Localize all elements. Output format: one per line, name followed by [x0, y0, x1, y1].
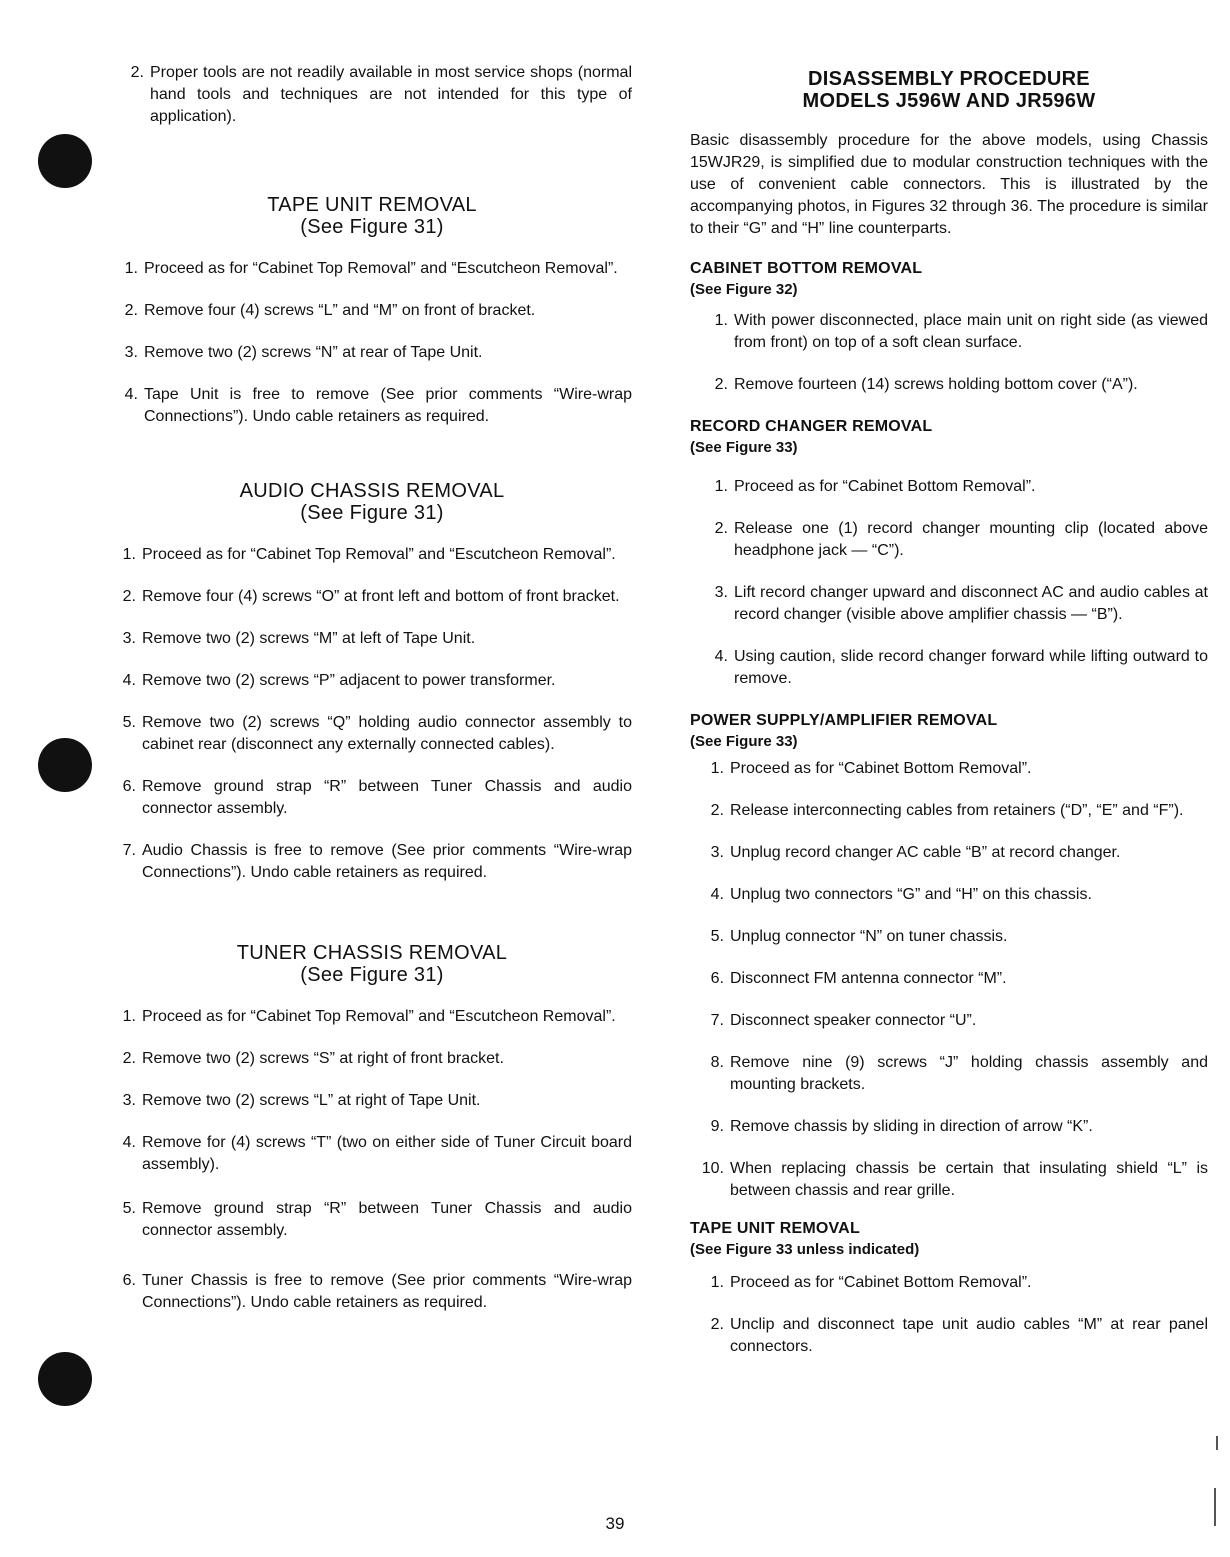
step-text: Remove ground strap “R” between Tuner Chassis and audio connector assembly.	[142, 778, 632, 817]
page-title	[690, 68, 1208, 112]
step-text: Lift record changer upward and disconnect AC and audio cables at record changer (visible above amplifier chassis — “B”).	[734, 584, 1208, 623]
step-number: 4.	[124, 386, 138, 403]
step-number: 4.	[714, 648, 728, 665]
cabinet-steps	[704, 310, 1208, 396]
list-item	[690, 1010, 1208, 1032]
step-text: Remove four (4) screws “O” at front left and bottom of front bracket.	[142, 588, 620, 605]
page-title-line1: DISASSEMBLY PROCEDURE	[808, 68, 1090, 90]
tape-unit-section	[690, 1218, 1208, 1358]
step-number: 1.	[710, 1274, 724, 1291]
list-item	[704, 582, 1208, 626]
punch-hole-top	[38, 134, 92, 188]
step-text: Remove two (2) screws “M” at left of Tape Unit.	[142, 630, 476, 647]
step-number: 1.	[122, 546, 136, 563]
step-number: 5.	[122, 714, 136, 731]
step-text: Unplug two connectors “G” and “H” on this chassis.	[730, 886, 1092, 903]
step-number: 1.	[714, 478, 728, 495]
list-item	[114, 384, 632, 428]
list-item	[114, 300, 632, 322]
section-title: POWER SUPPLY/AMPLIFIER REMOVAL	[690, 712, 998, 729]
step-text: Remove four (4) screws “L” and “M” on front of bracket.	[144, 302, 536, 319]
step-text: Proceed as for “Cabinet Top Removal” and “Escutcheon Removal”.	[142, 1008, 616, 1025]
left-column	[112, 62, 632, 1314]
list-item	[112, 628, 632, 650]
tuner-steps	[112, 1006, 632, 1314]
list-item	[690, 1052, 1208, 1096]
list-item	[112, 1132, 632, 1176]
step-text: Remove two (2) screws “S” at right of front bracket.	[142, 1050, 504, 1067]
step-number: 1.	[714, 312, 728, 329]
punch-hole-bottom	[38, 1352, 92, 1406]
step-number: 6.	[122, 1272, 136, 1289]
cabinet-section	[690, 258, 1208, 396]
list-item	[690, 926, 1208, 948]
list-item	[704, 518, 1208, 562]
see-figure: (See Figure 33)	[690, 733, 798, 750]
intro-paragraph: Basic disassembly procedure for the above models, using Chassis 15WJR29, is simplified due to modular construction techniques with the use of convenient cable connectors. This is illustrated by the accompanying photos, in Figures 32 through 36. The procedure is similar to their “G” and “H” line counterparts.	[690, 132, 1208, 237]
step-number: 1.	[122, 1008, 136, 1025]
see-figure: (See Figure 31)	[300, 502, 444, 524]
power-section	[690, 710, 1208, 1202]
step-number: 3.	[122, 630, 136, 647]
section-title	[112, 480, 632, 524]
step-number: 6.	[710, 970, 724, 987]
step-text: Audio Chassis is free to remove (See prior comments “Wire-wrap Connections”). Undo cable retainers as required.	[142, 842, 632, 881]
step-number: 7.	[710, 1012, 724, 1029]
list-item	[704, 310, 1208, 354]
step-text: Remove two (2) screws “N” at rear of Tape Unit.	[144, 344, 483, 361]
step-number: 5.	[122, 1200, 136, 1217]
step-text: Remove two (2) screws “L” at right of Tape Unit.	[142, 1092, 481, 1109]
step-number: 4.	[122, 672, 136, 689]
step-number: 2.	[710, 1316, 724, 1333]
step-text: Proceed as for “Cabinet Bottom Removal”.	[730, 760, 1032, 777]
list-item	[114, 258, 632, 280]
list-item	[690, 968, 1208, 990]
step-text: Remove chassis by sliding in direction of arrow “K”.	[730, 1118, 1093, 1135]
changer-section	[690, 416, 1208, 690]
step-text: Unplug connector “N” on tuner chassis.	[730, 928, 1008, 945]
changer-steps	[704, 476, 1208, 690]
list-item	[112, 712, 632, 756]
step-number: 3.	[714, 584, 728, 601]
see-figure: (See Figure 33 unless indicated)	[690, 1241, 920, 1258]
see-figure: (See Figure 32)	[690, 281, 798, 298]
list-item	[700, 1314, 1208, 1358]
step-number: 5.	[710, 928, 724, 945]
intro-steps	[120, 62, 632, 128]
list-item	[690, 800, 1208, 822]
step-number: 2.	[714, 520, 728, 537]
section-title	[112, 194, 632, 238]
power-steps	[690, 758, 1208, 1202]
tuner-section	[112, 942, 632, 1314]
step-number: 2.	[122, 1050, 136, 1067]
page-title-line2: MODELS J596W AND JR596W	[802, 90, 1096, 112]
step-text: Disconnect speaker connector “U”.	[730, 1012, 977, 1029]
step-text: Remove two (2) screws “Q” holding audio connector assembly to cabinet rear (disconnect any externally connected cables).	[142, 714, 632, 753]
step-number: 2.	[124, 302, 138, 319]
section-title: RECORD CHANGER REMOVAL	[690, 418, 933, 435]
step-number: 3.	[124, 344, 138, 361]
list-item	[112, 840, 632, 884]
list-item	[704, 476, 1208, 498]
list-item	[690, 884, 1208, 906]
right-column	[690, 68, 1208, 1358]
step-text: Remove nine (9) screws “J” holding chassis assembly and mounting brackets.	[730, 1054, 1208, 1093]
tape-steps	[114, 258, 632, 428]
step-number: 6.	[122, 778, 136, 795]
step-number: 3.	[122, 1092, 136, 1109]
see-figure: (See Figure 33)	[690, 439, 798, 456]
step-text: Proceed as for “Cabinet Bottom Removal”.	[734, 478, 1036, 495]
section-title-text: AUDIO CHASSIS REMOVAL	[239, 480, 505, 502]
step-number: 1.	[124, 260, 138, 277]
step-text: Tape Unit is free to remove (See prior comments “Wire-wrap Connections”). Undo cable retainers as required.	[144, 386, 632, 425]
list-item	[690, 1158, 1208, 1202]
list-item	[112, 776, 632, 820]
step-text: Remove ground strap “R” between Tuner Chassis and audio connector assembly.	[142, 1200, 632, 1239]
audio-steps	[112, 544, 632, 884]
list-item	[114, 342, 632, 364]
section-title-text: TUNER CHASSIS REMOVAL	[236, 942, 508, 964]
list-item	[700, 1272, 1208, 1294]
section-title-text: TAPE UNIT REMOVAL	[267, 194, 477, 216]
step-number: 4.	[710, 886, 724, 903]
step-text: Remove two (2) screws “P” adjacent to power transformer.	[142, 672, 556, 689]
step-text: With power disconnected, place main unit on right side (as viewed from front) on top of a soft clean surface.	[734, 312, 1208, 351]
see-figure: (See Figure 31)	[300, 964, 444, 986]
scan-mark	[1216, 1436, 1218, 1450]
list-item	[112, 670, 632, 692]
section-title: TAPE UNIT REMOVAL	[690, 1220, 860, 1237]
list-item	[112, 1006, 632, 1028]
step-text: Using caution, slide record changer forward while lifting outward to remove.	[734, 648, 1208, 687]
list-item	[112, 1048, 632, 1070]
step-text: Release interconnecting cables from retainers (“D”, “E” and “F”).	[730, 802, 1184, 819]
step-number: 2.	[714, 376, 728, 393]
list-item	[704, 646, 1208, 690]
step-number: 2.	[710, 802, 724, 819]
page-number: 39	[605, 1514, 625, 1533]
step-text: Proceed as for “Cabinet Bottom Removal”.	[730, 1274, 1032, 1291]
step-number: 2.	[130, 64, 144, 81]
step-number: 10.	[701, 1160, 724, 1177]
step-text: Unplug record changer AC cable “B” at record changer.	[730, 844, 1121, 861]
tape-section	[112, 194, 632, 428]
list-item	[112, 544, 632, 566]
list-item	[112, 1198, 632, 1242]
step-text: Proceed as for “Cabinet Top Removal” and “Escutcheon Removal”.	[144, 260, 618, 277]
section-title	[112, 942, 632, 986]
section-title: CABINET BOTTOM REMOVAL	[690, 260, 923, 277]
list-item	[690, 1116, 1208, 1138]
list-item	[690, 758, 1208, 780]
list-item	[112, 1090, 632, 1112]
see-figure: (See Figure 31)	[300, 216, 444, 238]
step-text: Disconnect FM antenna connector “M”.	[730, 970, 1007, 987]
step-text: Proper tools are not readily available in most service shops (normal hand tools and techniques are not intended for this type of application).	[150, 64, 632, 125]
step-text: Tuner Chassis is free to remove (See prior comments “Wire-wrap Connections”). Undo cable retainers as required.	[142, 1272, 632, 1311]
step-number: 1.	[710, 760, 724, 777]
step-number: 3.	[710, 844, 724, 861]
step-text: Remove fourteen (14) screws holding bottom cover (“A”).	[734, 376, 1138, 393]
step-number: 8.	[710, 1054, 724, 1071]
audio-section	[112, 480, 632, 884]
list-item	[112, 1270, 632, 1314]
list-item	[112, 586, 632, 608]
step-text: Proceed as for “Cabinet Top Removal” and “Escutcheon Removal”.	[142, 546, 616, 563]
list-item	[120, 62, 632, 128]
step-number: 9.	[710, 1118, 724, 1135]
step-text: Unclip and disconnect tape unit audio cables “M” at rear panel connectors.	[730, 1316, 1208, 1355]
list-item	[690, 842, 1208, 864]
step-number: 7.	[122, 842, 136, 859]
list-item	[704, 374, 1208, 396]
step-text: Remove for (4) screws “T” (two on either side of Tuner Circuit board assembly).	[142, 1134, 632, 1173]
tape-unit-steps	[700, 1272, 1208, 1358]
step-number: 2.	[122, 588, 136, 605]
step-text: When replacing chassis be certain that insulating shield “L” is between chassis and rear grille.	[730, 1160, 1208, 1199]
punch-hole-middle	[38, 738, 92, 792]
step-text: Release one (1) record changer mounting clip (located above headphone jack — “C”).	[734, 520, 1208, 559]
step-number: 4.	[122, 1134, 136, 1151]
